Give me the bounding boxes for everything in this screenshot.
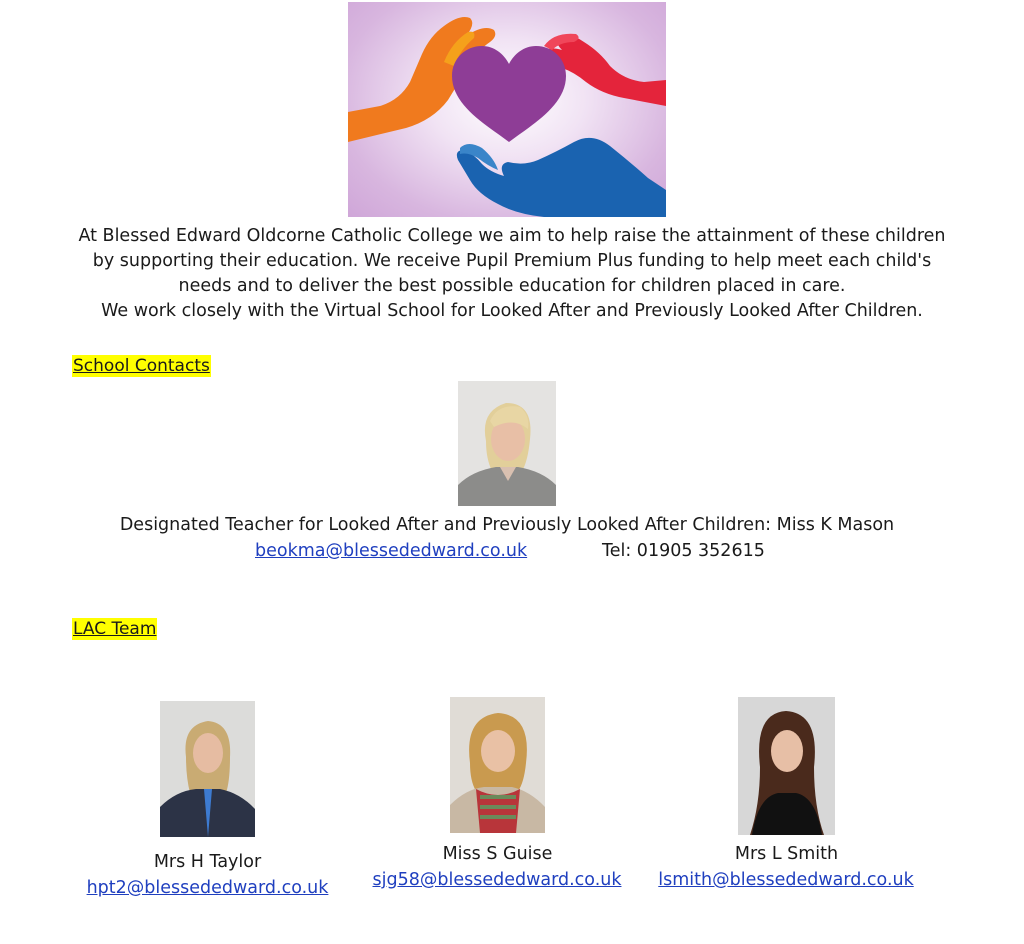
member-photo-taylor	[160, 701, 255, 837]
member-name: Miss S Guise	[442, 844, 553, 864]
person-photo-icon	[450, 697, 545, 833]
intro-paragraph	[40, 224, 984, 324]
intro-line: needs and to deliver the best possible education for children placed in care.	[178, 276, 846, 296]
intro-line: We work closely with the Virtual School for Looked After and Previously Looked After Children.	[101, 301, 923, 321]
member-name: Mrs L Smith	[734, 844, 839, 864]
designated-teacher-title: Designated Teacher for Looked After and Previously Looked After Children: Miss K Mason	[119, 515, 895, 535]
designated-teacher-tel: Tel: 01905 352615	[602, 541, 765, 561]
heart-in-hands-icon	[348, 2, 666, 217]
member-photo-guise	[450, 697, 545, 833]
member-name: Mrs H Taylor	[153, 852, 262, 872]
intro-line: At Blessed Edward Oldcorne Catholic College we aim to help raise the attainment of these children	[78, 226, 946, 246]
designated-teacher-email-link[interactable]: beokma@blessededward.co.uk	[255, 541, 528, 561]
blue-hand-shape	[457, 138, 666, 217]
member-email-link[interactable]: hpt2@blessededward.co.uk	[86, 878, 329, 898]
member-email-link[interactable]: lsmith@blessededward.co.uk	[658, 870, 914, 890]
intro-line: by supporting their education. We receive Pupil Premium Plus funding to help meet each child's	[92, 251, 932, 271]
member-email-link[interactable]: sjg58@blessededward.co.uk	[372, 870, 622, 890]
person-photo-icon	[738, 697, 835, 835]
designated-teacher-photo	[458, 381, 556, 506]
lac-team-heading: LAC Team	[73, 619, 157, 639]
member-photo-smith	[738, 697, 835, 835]
person-photo-icon	[458, 381, 556, 506]
school-contacts-heading: School Contacts	[73, 356, 210, 376]
heart-shape	[452, 46, 566, 142]
hero-image	[348, 2, 666, 217]
person-photo-icon	[160, 701, 255, 837]
